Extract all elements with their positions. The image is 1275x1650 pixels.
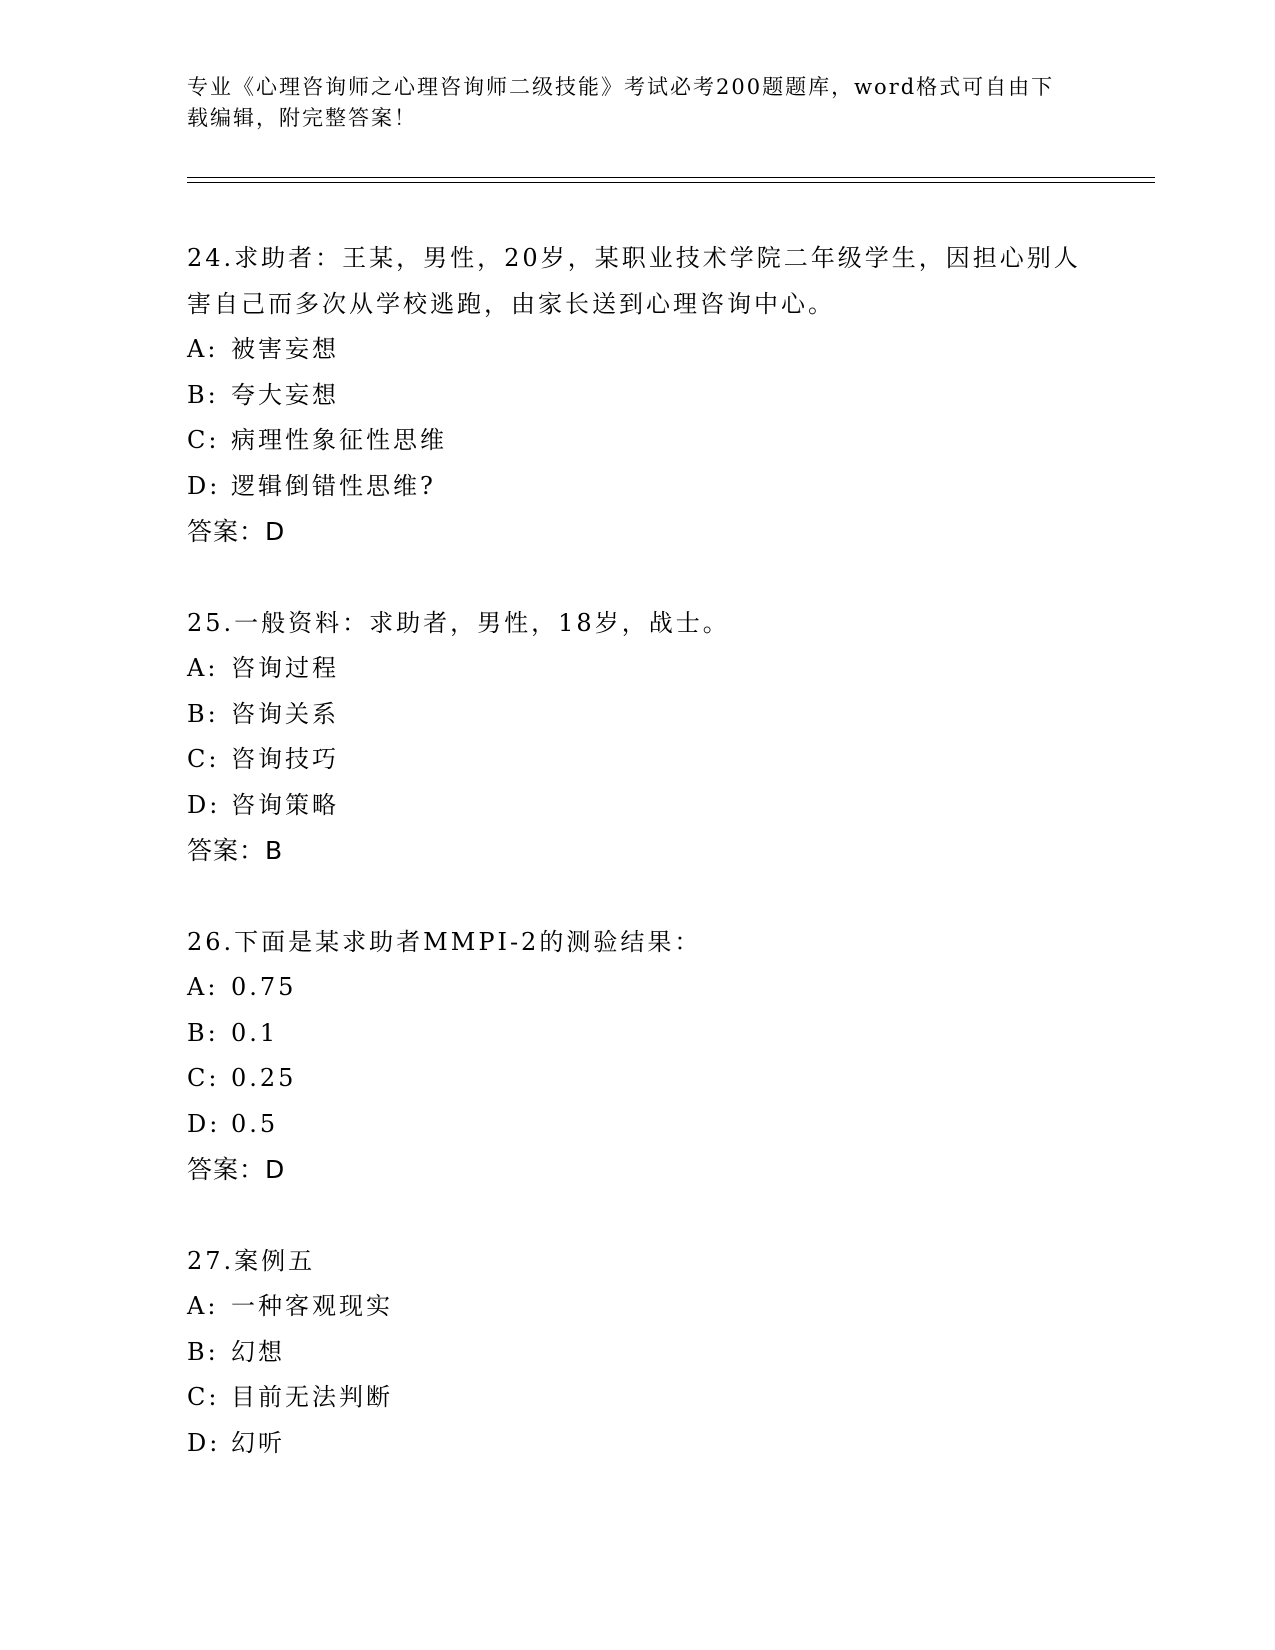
option-c: [187, 1375, 1087, 1421]
option-d: [187, 783, 1087, 829]
option-key: A:: [187, 335, 219, 363]
option-b: [187, 1011, 1087, 1057]
option-text: 0.25: [231, 1064, 297, 1092]
option-a: [187, 646, 1087, 692]
option-c: [187, 418, 1087, 464]
option-b: [187, 692, 1087, 738]
question-stem: 26.下面是某求助者MMPI-2的测验结果：: [187, 928, 702, 956]
question-stem: 25.一般资料：求助者，男性，18岁，战士。: [187, 609, 730, 637]
option-key: B:: [187, 1337, 219, 1366]
option-text: 0.75: [231, 973, 297, 1001]
answer-line: 答案：D: [187, 517, 286, 546]
option-key: C:: [187, 426, 220, 454]
option-key: A:: [187, 973, 219, 1001]
option-b: [187, 373, 1087, 419]
option-text: 夸大妄想: [231, 380, 339, 409]
option-text: 咨询过程: [231, 654, 339, 682]
header-divider-bottom: [187, 182, 1155, 183]
option-text: 0.5: [231, 1109, 279, 1138]
option-d: [187, 1421, 1087, 1467]
option-text: 咨询关系: [231, 699, 339, 728]
option-d: [187, 1102, 1087, 1148]
option-text: 幻听: [231, 1428, 285, 1457]
option-key: D:: [187, 471, 221, 500]
option-a: [187, 327, 1087, 373]
option-text: 目前无法判断: [231, 1383, 393, 1411]
header-divider-top: [187, 177, 1155, 178]
option-text: 被害妄想: [231, 335, 339, 363]
option-key: B:: [187, 699, 219, 728]
option-text: 咨询策略: [231, 790, 339, 819]
option-key: C:: [187, 1064, 220, 1092]
option-text: 0.1: [231, 1018, 279, 1047]
option-key: B:: [187, 1018, 219, 1047]
option-key: D:: [187, 1428, 221, 1457]
option-key: D:: [187, 790, 221, 819]
option-text: 咨询技巧: [231, 745, 339, 773]
option-a: [187, 1284, 1087, 1330]
option-key: A:: [187, 654, 219, 682]
question-stem: 24.求助者：王某，男性，20岁，某职业技术学院二年级学生，因担心别人害自己而多次从学校逃跑，由家长送到心理咨询中心。: [187, 244, 1081, 318]
question-24: [187, 235, 1087, 555]
question-stem: 27.案例五: [187, 1247, 316, 1275]
option-c: [187, 1056, 1087, 1102]
answer-line: 答案：D: [187, 1155, 286, 1184]
answer-line: 答案：B: [187, 836, 284, 865]
option-c: [187, 737, 1087, 783]
option-key: C:: [187, 1383, 220, 1411]
option-b: [187, 1330, 1087, 1376]
option-key: C:: [187, 745, 220, 773]
option-a: [187, 965, 1087, 1011]
document-header: 专业《心理咨询师之心理咨询师二级技能》考试必考200题题库，word格式可自由下载编辑，附完整答案！: [187, 75, 1055, 130]
question-27: [187, 1238, 1087, 1466]
option-text: 病理性象征性思维: [231, 426, 447, 454]
option-key: D:: [187, 1109, 221, 1138]
question-26: [187, 919, 1087, 1193]
question-25: [187, 600, 1087, 874]
option-key: B:: [187, 380, 219, 409]
option-text: 一种客观现实: [231, 1292, 393, 1320]
option-d: [187, 464, 1087, 510]
option-key: A:: [187, 1292, 219, 1320]
option-text: 逻辑倒错性思维?: [231, 471, 436, 500]
option-text: 幻想: [231, 1337, 285, 1366]
